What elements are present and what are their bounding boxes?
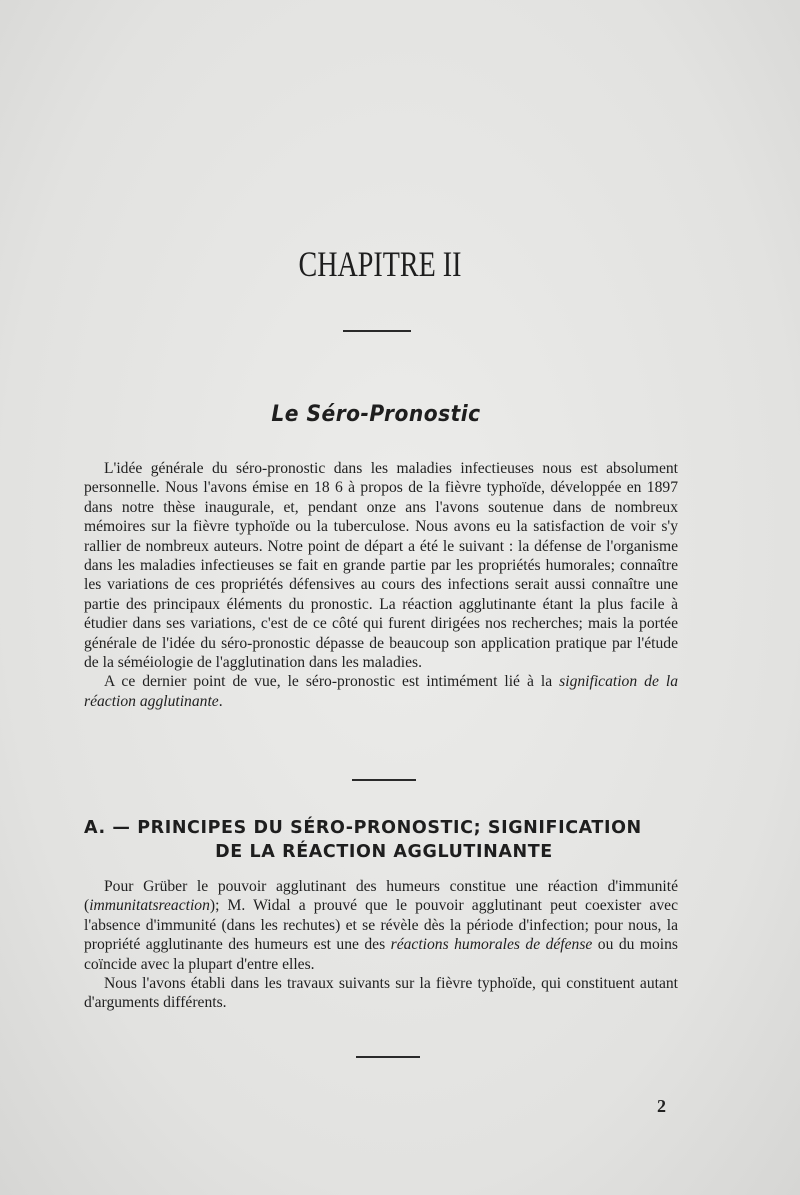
principles-paragraph-1	[84, 877, 678, 974]
principles-p1-b: ); M. Widal a prouvé que le pouvoir agglutinant peut coexister avec l'absence d'immunité (dans les rechutes) et se révèle dès la période d'infection; pour nous, la propriété agglutinante des humeurs est une des	[84, 897, 678, 954]
subsection-title	[84, 816, 684, 864]
divider-rule	[352, 779, 416, 781]
intro-text	[84, 459, 678, 711]
chapter-title: CHAPITRE II	[298, 244, 462, 284]
intro-paragraph-2-start: A ce dernier point de vue, le séro-pronostic est intimément lié à la	[104, 673, 560, 691]
principles-p1-italic-2: réactions humorales de défense	[390, 936, 593, 954]
page-number: 2	[657, 1096, 666, 1116]
subsection-title-line-2: DE LA RÉACTION AGGLUTINANTE	[215, 842, 553, 862]
principles-text	[84, 877, 678, 1013]
intro-paragraph-2-end: .	[218, 692, 223, 710]
divider-rule	[343, 330, 411, 332]
section-title: Le Séro-Pronostic	[271, 402, 481, 427]
subsection-title-line-1: A. — PRINCIPES DU SÉRO-PRONOSTIC; SIGNIFICATION	[84, 818, 642, 838]
principles-paragraph-2: Nous l'avons établi dans les travaux suivants sur la fièvre typhoïde, qui constituent autant d'arguments différents.	[84, 975, 678, 1012]
principles-p1-italic-1: immunitatsreaction	[89, 897, 210, 915]
intro-paragraph-2	[84, 672, 678, 711]
intro-paragraph-2-italic: signification de la réaction agglutinante	[84, 673, 678, 710]
divider-rule	[356, 1056, 420, 1058]
principles-p1-a: Pour Grüber le pouvoir agglutinant des humeurs constitue une réaction d'immunité (	[84, 878, 678, 915]
intro-paragraph-1: L'idée générale du séro-pronostic dans les maladies infectieuses nous est absolument personnelle. Nous l'avons émise en 18 6 à propos de la fièvre typhoïde, développée en 1897 dans notre thèse inaugurale, et, pendant onze ans l'avons soutenue dans de nombreux mémoires sur la fièvre typhoïde ou la tuberculose. Nous avons eu la satisfaction de voir s'y rallier de nombreux auteurs. Notre point de départ a été le suivant : la défense de l'organisme dans les maladies infectieuses se fait en grande partie par les propriétés humorales; connaître les variations de ces propriétés défensives au cours des infections serait aussi connaître une partie des principaux éléments du pronostic. La réaction agglutinante étant la plus facile à étudier dans ses variations, c'est de ce côté qui furent dirigées nos recherches; mais la portée générale de l'idée du séro-pronostic dépasse de beaucoup son application pratique par l'étude de la séméiologie de l'agglutination dans les maladies.	[84, 460, 678, 672]
principles-p1-c: ou du moins coïncide avec la plupart d'entre elles.	[84, 936, 679, 973]
